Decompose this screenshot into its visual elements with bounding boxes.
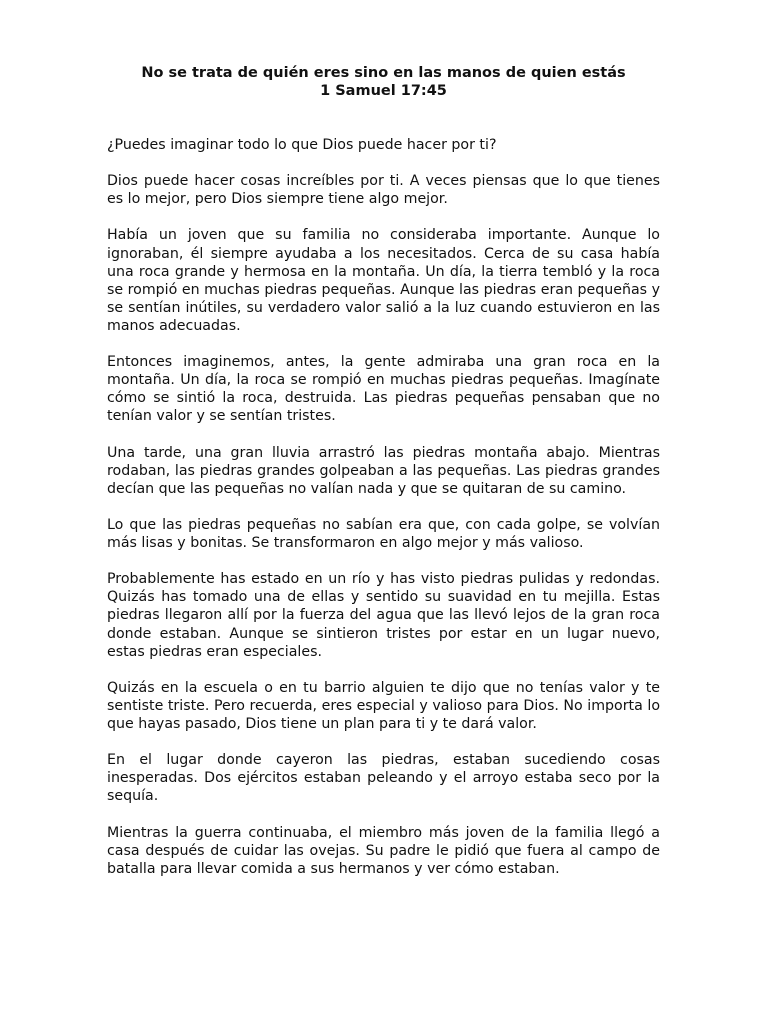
- paragraph-2: Dios puede hacer cosas increíbles por ti. A veces piensas que lo que tienes es lo mejor, pero Dios siempre tiene algo mejor.: [107, 173, 660, 208]
- paragraph-7: Probablemente has estado en un río y has visto piedras pulidas y redondas. Quizás has tomado una de ellas y sentido su suavidad en tu mejilla. Estas piedras llegaron allí por la fuerza del agua que las llevó lejos de la gran roca donde estaban. Aunque se sintieron tristes por estar en un lugar nuevo, estas piedras eran especiales.: [107, 571, 660, 660]
- document-page: [107, 64, 660, 896]
- paragraph-6: Lo que las piedras pequeñas no sabían era que, con cada golpe, se volvían más lisas y bonitas. Se transformaron en algo mejor y más valioso.: [107, 516, 660, 552]
- title-block: [107, 64, 660, 100]
- paragraph-10: Mientras la guerra continuaba, el miembro más joven de la familia llegó a casa después de cuidar las ovejas. Su padre le pidió que fuera al campo de batalla para llevar comida a sus hermanos y ver cómo estaban.: [107, 824, 660, 877]
- paragraph-4: Entonces imaginemos, antes, la gente admiraba una gran roca en la montaña. Un día, la roca se rompió en muchas piedras pequeñas. Imagínate cómo se sintió la roca, destruida. Las piedras pequeñas pensaban que no tenían valor y se sentían tristes.: [107, 354, 660, 425]
- scripture-reference: 1 Samuel 17:45: [320, 83, 447, 99]
- paragraph-5: Una tarde, una gran lluvia arrastró las piedras montaña abajo. Mientras rodaban, las piedras grandes golpeaban a las pequeñas. Las piedras grandes decían que las pequeñas no valían nada y que se quitaran de su camino.: [107, 444, 660, 497]
- paragraph-8: Quizás en la escuela o en tu barrio alguien te dijo que no tenías valor y te sentiste triste. Pero recuerda, eres especial y valioso para Dios. No importa lo que hayas pasado, Dios tiene un plan para ti y te dará valor.: [107, 679, 660, 732]
- paragraph-9: En el lugar donde cayeron las piedras, estaban sucediendo cosas inesperadas. Dos ejércitos estaban peleando y el arroyo estaba seco por la sequía.: [107, 752, 660, 805]
- paragraph-1: ¿Puedes imaginar todo lo que Dios puede hacer por ti?: [107, 137, 497, 153]
- paragraph-3: Había un joven que su familia no consideraba importante. Aunque lo ignoraban, él siempre ayudaba a los necesitados. Cerca de su casa había una roca grande y hermosa en la montaña. Un día, la tierra tembló y la roca se rompió en muchas piedras pequeñas. Aunque las piedras eran pequeñas y se sentían inútiles, su verdadero valor salió a la luz cuando estuvieron en las manos adecuadas.: [107, 227, 660, 334]
- document-title: No se trata de quién eres sino en las manos de quien estás: [141, 65, 626, 81]
